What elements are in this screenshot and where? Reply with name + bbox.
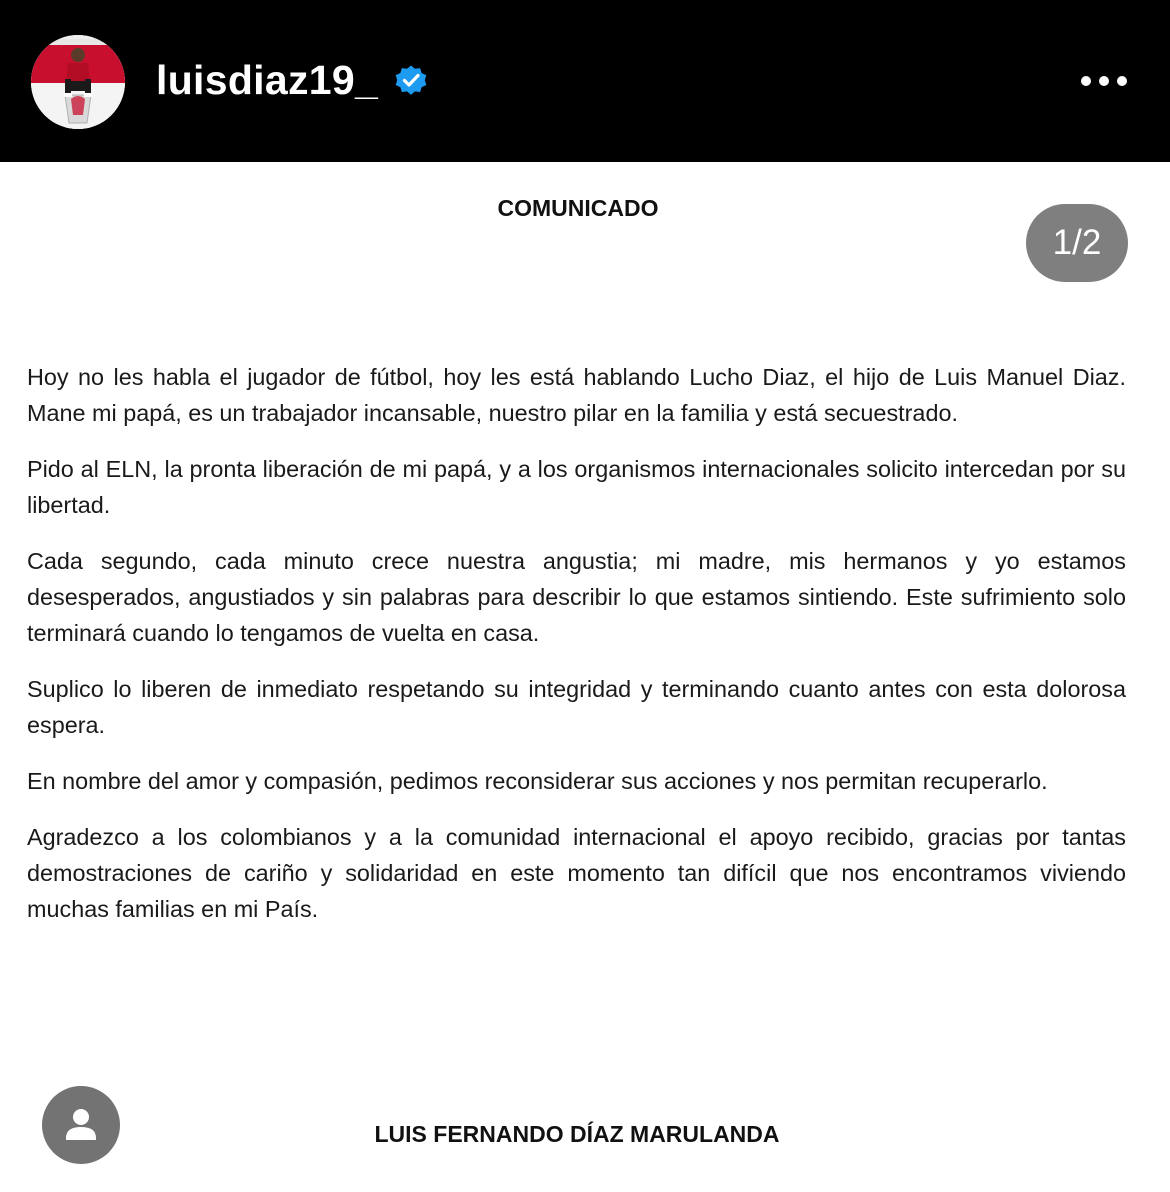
avatar-image <box>31 35 125 129</box>
paragraph: Pido al ELN, la pronta liberación de mi papá, y a los organismos internacionales solicito intercedan por su libertad. <box>27 456 1126 518</box>
signature: LUIS FERNANDO DÍAZ MARULANDA <box>374 1121 780 1147</box>
document-body <box>27 359 1126 947</box>
carousel-page-indicator: 1/2 <box>1026 204 1128 282</box>
username[interactable]: luisdiaz19_ <box>156 57 379 103</box>
post-header <box>0 0 1170 162</box>
paragraph: Suplico lo liberen de inmediato respetando su integridad y terminando cuanto antes con esta dolorosa espera. <box>27 676 1126 738</box>
verified-badge-icon <box>394 64 428 98</box>
document-title: COMUNICADO <box>497 195 659 221</box>
user-tag-button[interactable] <box>42 1086 120 1164</box>
more-options-icon[interactable] <box>1076 64 1136 98</box>
user-tag-icon <box>42 1086 120 1164</box>
paragraph: Hoy no les habla el jugador de fútbol, hoy les está hablando Lucho Diaz, el hijo de Luis Manuel Diaz. Mane mi papá, es un trabajador incansable, nuestro pilar en la familia y está secuestrado. <box>27 364 1126 426</box>
paragraph: Cada segundo, cada minuto crece nuestra angustia; mi madre, mis hermanos y yo estamos desesperados, angustiados y sin palabras para describir lo que estamos sintiendo. Este sufrimiento solo terminará cuando lo tengamos de vuelta en casa. <box>27 548 1126 646</box>
paragraph: En nombre del amor y compasión, pedimos reconsiderar sus acciones y nos permitan recuperarlo. <box>27 768 1048 794</box>
paragraph: Agradezco a los colombianos y a la comunidad internacional el apoyo recibido, gracias por tantas demostraciones de cariño y solidaridad en este momento tan difícil que nos encontramos viviendo muchas familias en mi País. <box>27 824 1126 922</box>
profile-avatar[interactable] <box>31 35 125 129</box>
